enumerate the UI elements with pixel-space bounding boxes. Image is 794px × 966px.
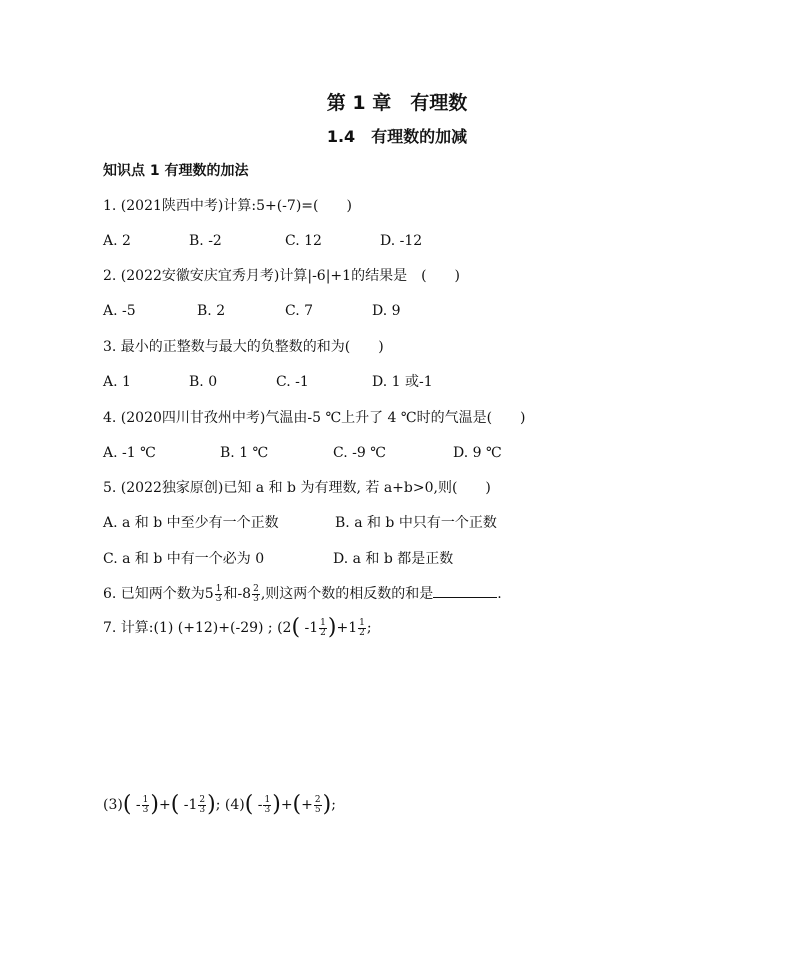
semicolon: ; (331, 797, 336, 813)
question-7 (103, 615, 372, 640)
question-6-text-mid: 和-8 (223, 586, 252, 602)
part-3-label: (3) (103, 797, 123, 813)
question-4-option-b: B. 1 ℃ (220, 445, 269, 461)
question-3-option-b: B. 0 (189, 374, 218, 390)
left-paren: ( (244, 792, 254, 817)
sign: - (131, 797, 141, 813)
fraction-two-thirds: $\frac{2}{3}$ (253, 583, 259, 604)
fraction-one-third: $\frac{1}{3}$ (215, 583, 222, 604)
question-2-option-a: A. -5 (103, 303, 136, 319)
question-5-option-c: C. a 和 b 中有一个必为 0 (103, 551, 265, 567)
sign: + (301, 797, 313, 813)
section-title: 1.4 有理数的加减 (326, 127, 468, 146)
q7-term: -1 (300, 620, 319, 636)
fraction-two-fifths: $\frac{2}{5}$ (314, 794, 321, 815)
plus: + (158, 797, 171, 813)
fraction-one-third: $\frac{1}{3}$ (142, 794, 149, 815)
right-paren: ) (322, 792, 332, 817)
q7-plus: +1 (336, 620, 358, 636)
question-6 (103, 584, 502, 604)
q7-semicolon: ; (366, 620, 372, 636)
answer-blank[interactable] (433, 585, 497, 598)
question-1-option-c: C. 12 (285, 233, 322, 249)
separator: ; (215, 797, 221, 813)
question-4-option-c: C. -9 ℃ (333, 445, 386, 461)
question-1-option-a: A. 2 (103, 233, 131, 249)
question-5-stem: 5. (2022独家原创)已知 a 和 b 为有理数, 若 a+b>0,则( ) (103, 480, 491, 496)
question-3-option-c: C. -1 (276, 374, 309, 390)
question-2-stem: 2. (2022安徽安庆宜秀月考)计算|-6|+1的结果是 ( ) (103, 268, 460, 284)
part-4-label: (4) (220, 797, 245, 813)
plus: + (280, 797, 293, 813)
right-paren: ) (327, 615, 337, 640)
left-paren: ( (170, 792, 180, 817)
question-6-text-end: ,则这两个数的相反数的和是 (260, 586, 434, 602)
right-paren: ) (207, 792, 216, 817)
question-4-option-a: A. -1 ℃ (103, 445, 156, 461)
question-3-option-a: A. 1 (103, 374, 131, 390)
question-4-option-d: D. 9 ℃ (453, 445, 502, 461)
question-5-option-b: B. a 和 b 中只有一个正数 (335, 515, 497, 531)
term: -1 (179, 797, 198, 813)
question-2-option-d: D. 9 (372, 303, 401, 319)
left-paren: ( (291, 615, 301, 640)
question-1-option-b: B. -2 (189, 233, 222, 249)
fraction-one-third: $\frac{1}{3}$ (264, 794, 271, 815)
right-paren: ) (150, 792, 159, 817)
question-6-period: . (497, 586, 502, 602)
fraction-two-thirds: $\frac{2}{3}$ (199, 794, 206, 815)
question-1-option-d: D. -12 (380, 233, 423, 249)
question-7-part-3-4 (103, 792, 336, 817)
fraction-one-half-2: $\frac{1}{2}$ (359, 617, 365, 638)
right-paren: ) (272, 792, 281, 817)
chapter-title: 第 1 章 有理数 (326, 92, 468, 114)
question-1-stem: 1. (2021陕西中考)计算:5+(-7)=( ) (103, 198, 352, 214)
left-paren: ( (292, 792, 302, 817)
question-2-option-b: B. 2 (197, 303, 226, 319)
question-5-option-a: A. a 和 b 中至少有一个正数 (103, 515, 279, 531)
question-3-option-d: D. 1 或-1 (372, 374, 433, 390)
question-4-stem: 4. (2020四川甘孜州中考)气温由-5 ℃上升了 4 ℃时的气温是( ) (103, 410, 526, 426)
question-3-stem: 3. 最小的正整数与最大的负整数的和为( ) (103, 339, 384, 355)
question-2-option-c: C. 7 (285, 303, 314, 319)
fraction-one-half: $\frac{1}{2}$ (320, 617, 326, 638)
left-paren: ( (122, 792, 132, 817)
sign: - (253, 797, 263, 813)
question-5-option-d: D. a 和 b 都是正数 (333, 551, 454, 567)
knowledge-point-heading: 知识点 1 有理数的加法 (103, 163, 249, 179)
question-6-text-start: 6. 已知两个数为5 (103, 586, 214, 602)
question-7-text: 7. 计算:(1) (+12)+(-29) ; (2 (103, 620, 292, 636)
